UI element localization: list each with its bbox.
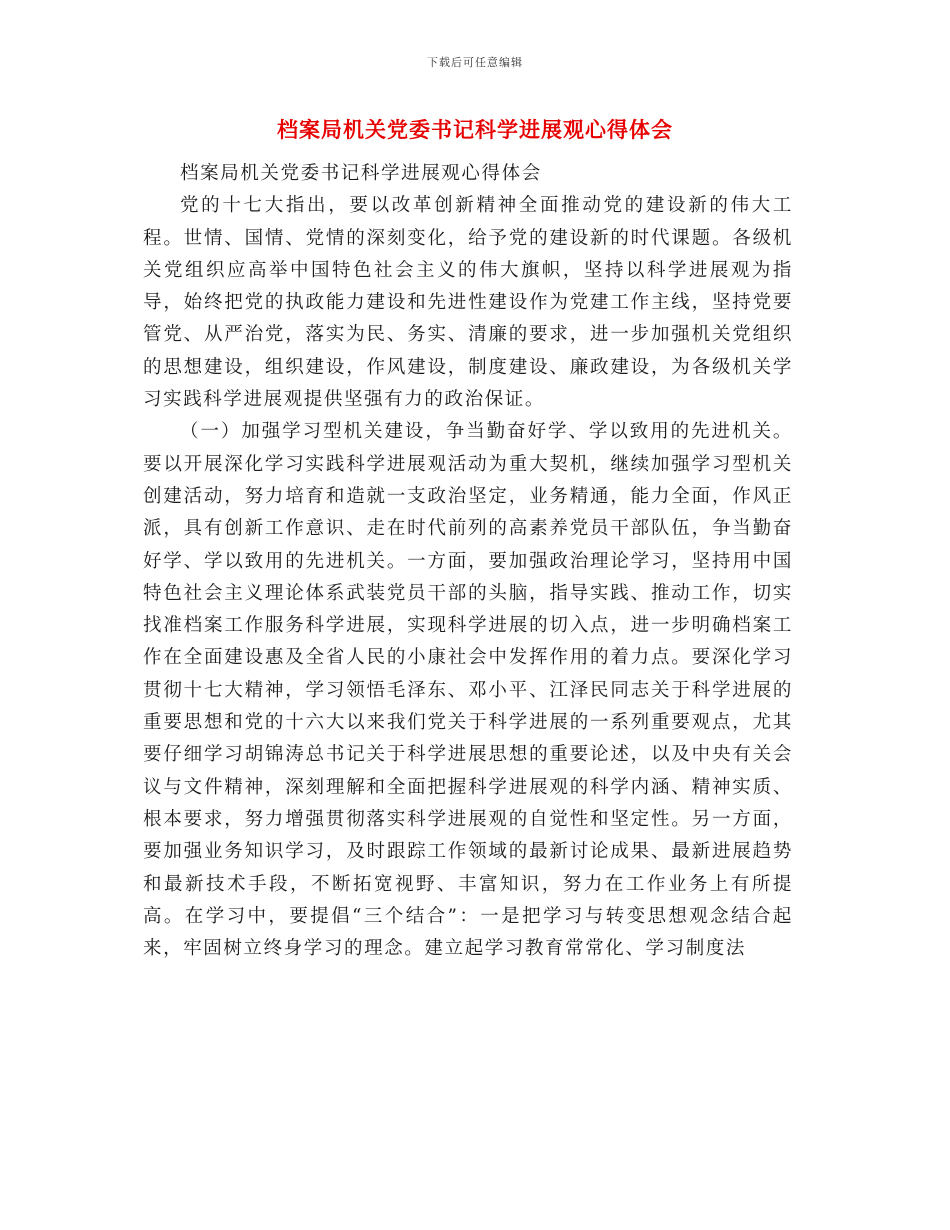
document-body bbox=[143, 158, 793, 965]
paragraph: （一）加强学习型机关建设，争当勤奋好学、学以致用的先进机关。要以开展深化学习实践科学进展观活动为重大契机，继续加强学习型机关创建活动，努力培育和造就一支政治坚定，业务精通，能力全面，作风正派，具有创新工作意识、走在时代前列的高素养党员干部队伍，争当勤奋好学、学以致用的先进机关。一方面，要加强政治理论学习，坚持用中国特色社会主义理论体系武装党员干部的头脑，指导实践、推动工作，切实找准档案工作服务科学进展，实现科学进展的切入点，进一步明确档案工作在全面建设惠及全省人民的小康社会中发挥作用的着力点。要深化学习贯彻十七大精神，学习领悟毛泽东、邓小平、江泽民同志关于科学进展的重要思想和党的十六大以来我们党关于科学进展的一系列重要观点，尤其要仔细学习胡锦涛总书记关于科学进展思想的重要论述，以及中央有关会议与文件精神，深刻理解和全面把握科学进展观的科学内涵、精神实质、根本要求，努力增强贯彻落实科学进展观的自觉性和坚定性。另一方面，要加强业务知识学习，及时跟踪工作领域的最新讨论成果、最新进展趋势和最新技术手段，不断拓宽视野、丰富知识，努力在工作业务上有所提高。在学习中，要提倡“三个结合”：一是把学习与转变思想观念结合起来，牢固树立终身学习的理念。建立起学习教育常常化、学习制度法 bbox=[143, 421, 793, 960]
paragraph: 党的十七大指出，要以改革创新精神全面推动党的建设新的伟大工程。世情、国情、党情的深刻变化，给予党的建设新的时代课题。各级机关党组织应高举中国特色社会主义的伟大旗帜，坚持以科学进展观为指导，始终把党的执政能力建设和先进性建设作为党建工作主线，坚持党要管党、从严治党，落实为民、务实、清廉的要求，进一步加强机关党组织的思想建设，组织建设，作风建设，制度建设、廉政建设，为各级机关学习实践科学进展观提供坚强有力的政治保证。 bbox=[143, 195, 793, 411]
paragraph-subtitle: 档案局机关党委书记科学进展观心得体会 bbox=[180, 163, 542, 184]
document-title: 档案局机关党委书记科学进展观心得体会 bbox=[277, 117, 673, 142]
page-header-note: 下载后可任意编辑 bbox=[427, 56, 523, 69]
